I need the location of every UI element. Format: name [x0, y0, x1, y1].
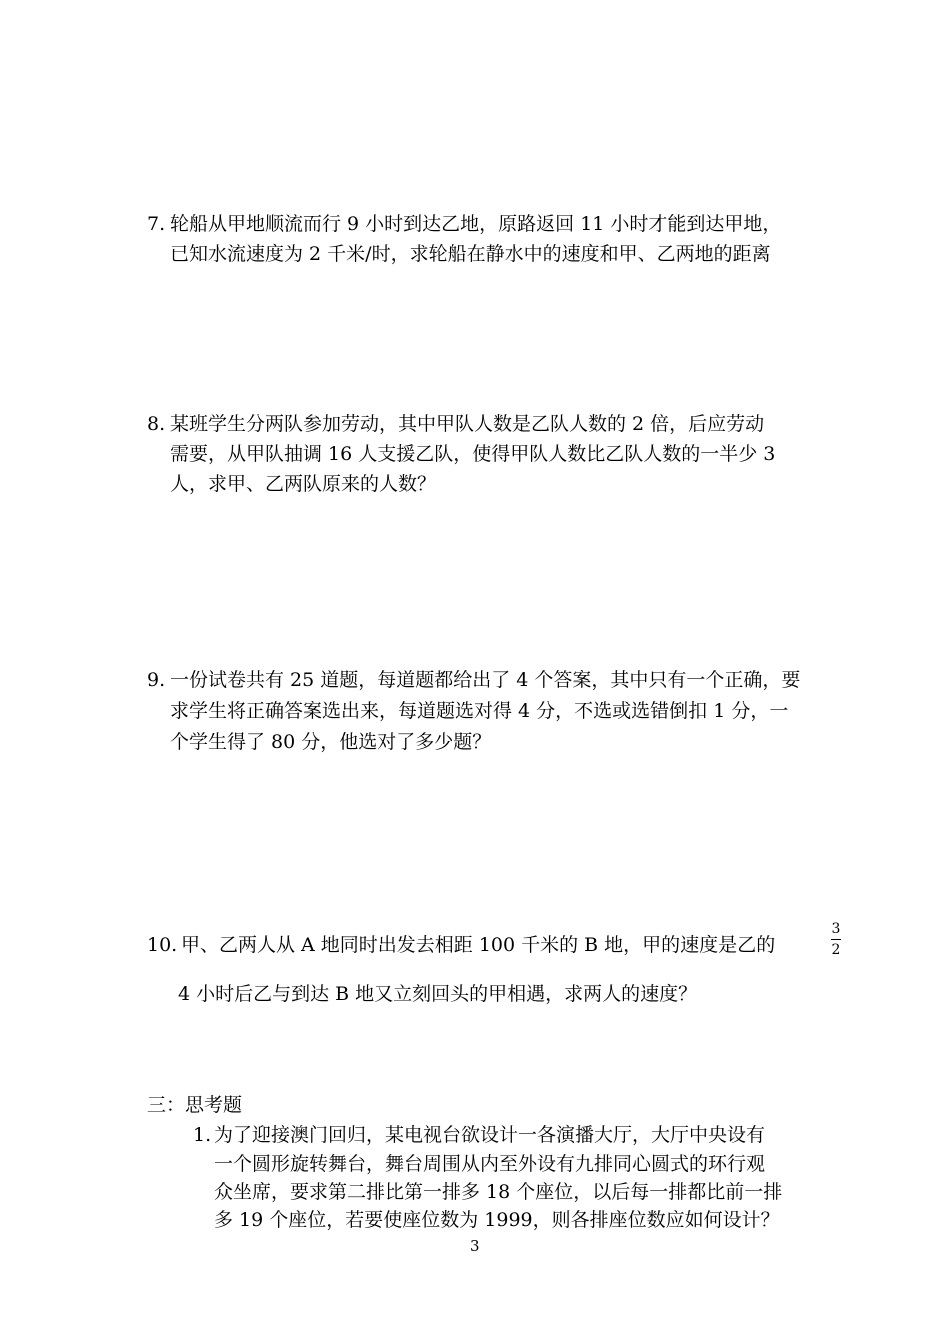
problem-9-line-3: 个学生得了 80 分，他选对了多少题？ — [170, 731, 492, 753]
problem-10-line-2: 4 小时后乙与到达 B 地又立刻回头的甲相遇，求两人的速度？ — [178, 983, 698, 1005]
problem-7-number: 7. — [147, 213, 166, 235]
problem-7-line-2: 已知水流速度为 2 千米/时，求轮船在静水中的速度和甲、乙两地的距离 — [170, 243, 771, 265]
section-3-line-2: 一个圆形旋转舞台，舞台周围从内至外设有九排同心圆式的环行观 — [214, 1153, 766, 1175]
problem-9-number: 9. — [147, 669, 166, 691]
problem-9-line-2: 求学生将正确答案选出来，每道题选对得 4 分，不选或选错倒扣 1 分，一 — [170, 700, 789, 722]
fraction-bar — [831, 939, 841, 940]
fraction-denominator: 2 — [831, 942, 841, 958]
section-3-heading: 三：思考题 — [147, 1094, 243, 1116]
section-3-line-4: 多 19 个座位，若要使座位数为 1999，则各排座位数应如何设计？ — [214, 1209, 780, 1231]
problem-8-line-3: 人，求甲、乙两队原来的人数？ — [170, 473, 437, 495]
problem-10-line-1: 甲、乙两人从 A 地同时出发去相距 100 千米的 B 地，甲的速度是乙的 — [181, 934, 776, 956]
problem-8-line-1: 某班学生分两队参加劳动，其中甲队人数是乙队人数的 2 倍，后应劳动 — [170, 413, 765, 435]
section-3-line-3: 众坐席，要求第二排比第一排多 18 个座位，以后每一排都比前一排 — [214, 1181, 783, 1203]
problem-8-number: 8. — [147, 413, 166, 435]
problem-10-number: 10. — [147, 934, 178, 956]
problem-8-line-2: 需要，从甲队抽调 16 人支援乙队，使得甲队人数比乙队人数的一半少 3 — [170, 443, 776, 465]
section-3-line-1: 为了迎接澳门回归，某电视台欲设计一各演播大厅，大厅中央设有 — [214, 1124, 766, 1146]
page-number: 3 — [470, 1237, 480, 1255]
problem-7-line-1: 轮船从甲地顺流而行 9 小时到达乙地，原路返回 11 小时才能到达甲地， — [170, 213, 782, 235]
fraction-numerator: 3 — [831, 921, 841, 937]
section-3-item-number: 1. — [193, 1124, 212, 1146]
problem-9-line-1: 一份试卷共有 25 道题，每道题都给出了 4 个答案，其中只有一个正确，要 — [170, 669, 801, 691]
fraction-three-halves — [831, 922, 841, 957]
